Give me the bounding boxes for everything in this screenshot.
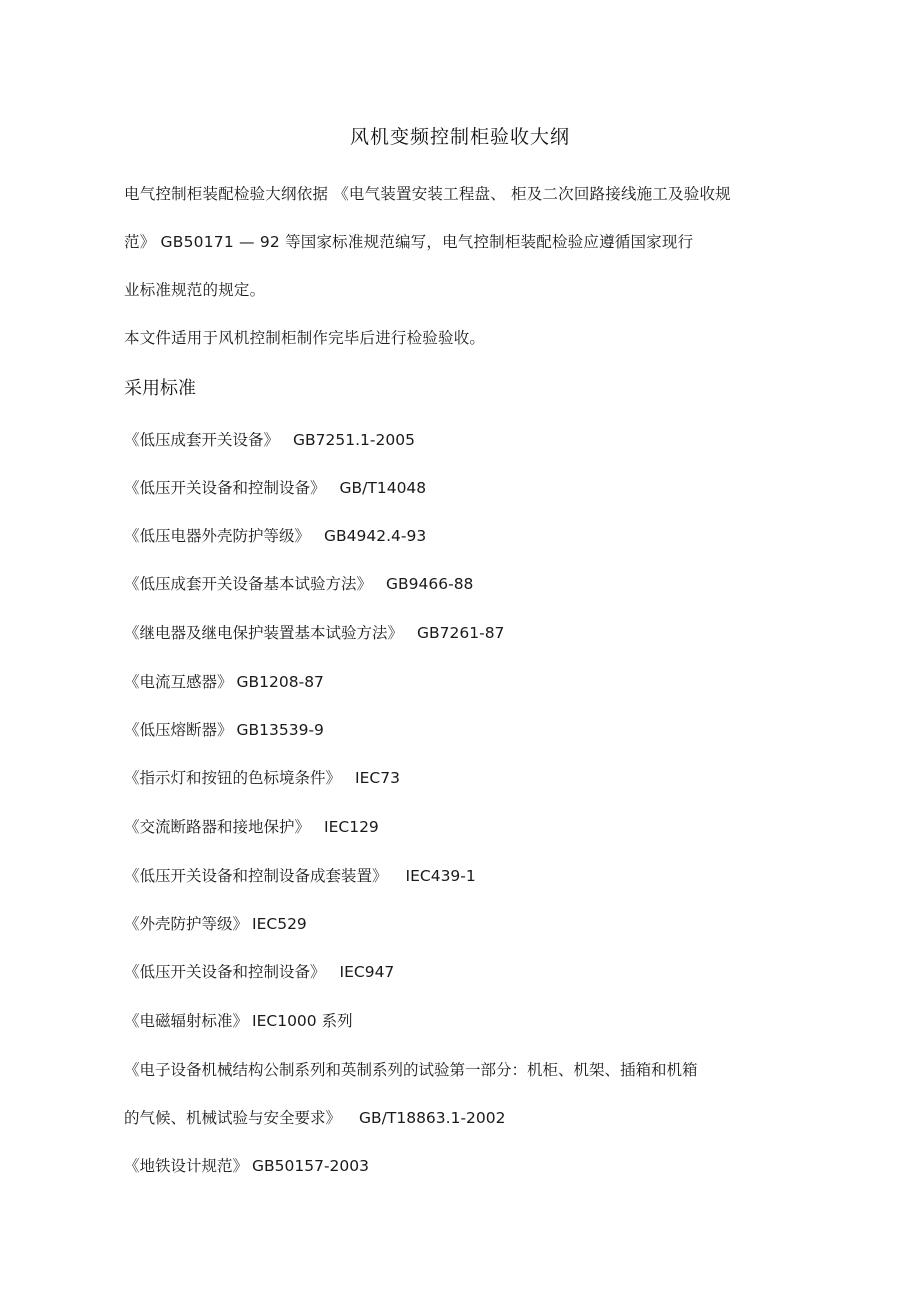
standard-code: GB7261-87 bbox=[417, 624, 505, 642]
standard-name: 《低压电器外壳防护等级》 bbox=[124, 527, 311, 545]
standard-name: 《电流互感器》 bbox=[124, 673, 233, 691]
intro-line-1: 电气控制柜装配检验大纲依据 《电气装置安装工程盘、 柜及二次回路接线施工及验收规 bbox=[124, 185, 731, 203]
standard-name: 《电磁辐射标准》 bbox=[124, 1012, 249, 1030]
standard-name: 的气候、机械试验与安全要求》 bbox=[124, 1109, 342, 1127]
standard-name: 《低压熔断器》 bbox=[124, 721, 233, 739]
standard-code: IEC529 bbox=[252, 915, 307, 933]
standard-code: GB/T14048 bbox=[339, 479, 427, 497]
standard-code: GB9466-88 bbox=[386, 575, 474, 593]
standard-code: IEC439-1 bbox=[405, 867, 476, 885]
standard-item bbox=[124, 572, 473, 594]
standard-name: 《继电器及继电保护装置基本试验方法》 bbox=[124, 624, 404, 642]
standard-code: GB13539-9 bbox=[236, 721, 324, 739]
standard-item bbox=[124, 621, 504, 643]
standard-code: GB50157-2003 bbox=[252, 1157, 370, 1175]
intro-line-2: 范》 GB50171 — 92 等国家标准规范编写，电气控制柜装配检验应遵循国家现行 bbox=[124, 233, 694, 251]
standard-item bbox=[124, 1154, 369, 1176]
standard-item bbox=[124, 1009, 353, 1031]
standard-name: 《外壳防护等级》 bbox=[124, 915, 249, 933]
document-title: 风机变频控制柜验收大纲 bbox=[349, 126, 570, 148]
standard-item bbox=[124, 864, 476, 886]
standard-item bbox=[124, 1058, 712, 1080]
standard-item bbox=[124, 766, 400, 788]
standard-item bbox=[124, 1106, 506, 1128]
standard-item bbox=[124, 815, 379, 837]
intro-line-3: 业标准规范的规定。 bbox=[124, 281, 266, 299]
standard-name: 《低压开关设备和控制设备成套装置》 bbox=[124, 867, 388, 885]
standard-name: 《指示灯和按钮的色标境条件》 bbox=[124, 769, 342, 787]
standard-code: GB7251.1-2005 bbox=[293, 431, 415, 449]
section-heading: 采用标准 bbox=[124, 378, 196, 399]
intro-line-4: 本文件适用于风机控制柜制作完毕后进行检验验收。 bbox=[124, 329, 486, 347]
standard-code: GB1208-87 bbox=[236, 673, 324, 691]
standard-item bbox=[124, 428, 415, 450]
standard-item bbox=[124, 670, 324, 692]
standard-name: 《电子设备机械结构公制系列和英制系列的试验第一部分：机柜、机架、插箱和机箱 bbox=[124, 1061, 698, 1079]
standard-code: IEC947 bbox=[339, 963, 395, 981]
standard-item bbox=[124, 960, 394, 982]
standard-item bbox=[124, 476, 426, 498]
standard-item bbox=[124, 718, 324, 740]
standard-name: 《低压成套开关设备基本试验方法》 bbox=[124, 575, 373, 593]
standard-code: GB4942.4-93 bbox=[324, 527, 427, 545]
standard-code: GB/T18863.1-2002 bbox=[359, 1109, 506, 1127]
standard-code: IEC73 bbox=[355, 769, 400, 787]
standard-item bbox=[124, 912, 307, 934]
standard-name: 《低压成套开关设备》 bbox=[124, 431, 280, 449]
standard-name: 《交流断路器和接地保护》 bbox=[124, 818, 311, 836]
standard-code: IEC1000 系列 bbox=[252, 1012, 353, 1030]
standard-name: 《低压开关设备和控制设备》 bbox=[124, 479, 326, 497]
standard-code: IEC129 bbox=[324, 818, 379, 836]
standard-item bbox=[124, 524, 426, 546]
standard-name: 《地铁设计规范》 bbox=[124, 1157, 249, 1175]
standard-name: 《低压开关设备和控制设备》 bbox=[124, 963, 326, 981]
